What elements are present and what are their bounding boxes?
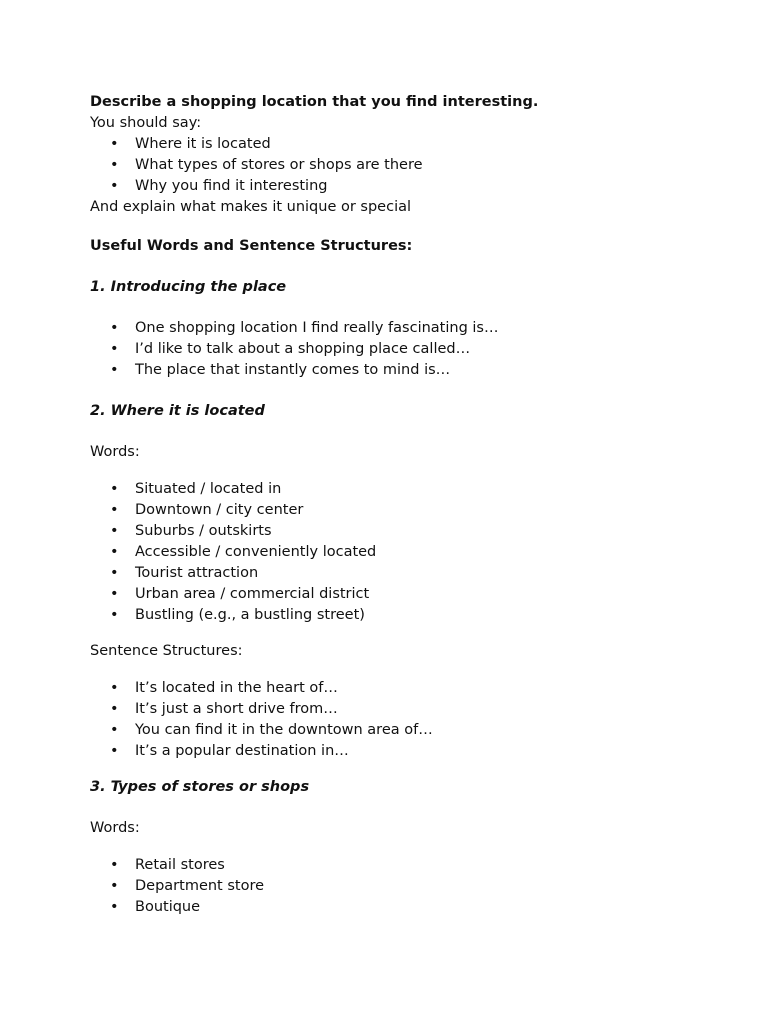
section-heading-store-types: 3. Types of stores or shops: [90, 779, 310, 795]
list-item: • One shopping location I find really fascinating is…: [90, 318, 730, 339]
words-label: Words:: [90, 444, 140, 460]
prompt-intro: You should say:: [90, 115, 202, 131]
bullet-icon: •: [110, 607, 119, 623]
bullet-icon: •: [110, 722, 119, 738]
document-page: [90, 92, 730, 918]
bullet-icon: •: [110, 899, 119, 915]
prompt-title: Describe a shopping location that you find interesting.: [90, 94, 539, 110]
list-item: • What types of stores or shops are there: [90, 155, 730, 176]
bullet-icon: •: [110, 878, 119, 894]
list-item: • Situated / located in: [90, 479, 730, 500]
list-item: • The place that instantly comes to mind is…: [90, 360, 730, 381]
structures-label: Sentence Structures:: [90, 643, 243, 659]
bullet-icon: •: [110, 362, 119, 378]
list-item: • Retail stores: [90, 855, 730, 876]
bullet-icon: •: [110, 502, 119, 518]
bullet-icon: •: [110, 680, 119, 696]
list-item: • Department store: [90, 876, 730, 897]
list-item: • Downtown / city center: [90, 500, 730, 521]
list-item: • Why you find it interesting: [90, 176, 730, 197]
bullet-icon: •: [110, 565, 119, 581]
bullet-icon: •: [110, 136, 119, 152]
prompt-points-list: [90, 134, 730, 197]
useful-heading: Useful Words and Sentence Structures:: [90, 238, 413, 254]
list-item: • It’s located in the heart of…: [90, 678, 730, 699]
list-item: • Accessible / conveniently located: [90, 542, 730, 563]
bullet-icon: •: [110, 157, 119, 173]
list-item: • Suburbs / outskirts: [90, 521, 730, 542]
list-item: • Where it is located: [90, 134, 730, 155]
location-structures-list: [90, 678, 730, 762]
location-words-list: [90, 479, 730, 626]
list-item: • Tourist attraction: [90, 563, 730, 584]
bullet-icon: •: [110, 178, 119, 194]
bullet-icon: •: [110, 857, 119, 873]
section-heading-introducing: 1. Introducing the place: [90, 279, 287, 295]
bullet-icon: •: [110, 523, 119, 539]
introducing-sentences-list: [90, 318, 730, 381]
prompt-closing: And explain what makes it unique or special: [90, 199, 412, 215]
section-heading-location: 2. Where it is located: [90, 403, 265, 419]
words-label: Words:: [90, 820, 140, 836]
bullet-icon: •: [110, 544, 119, 560]
bullet-icon: •: [110, 701, 119, 717]
store-words-list: [90, 855, 730, 918]
bullet-icon: •: [110, 320, 119, 336]
list-item: • Urban area / commercial district: [90, 584, 730, 605]
bullet-icon: •: [110, 341, 119, 357]
bullet-icon: •: [110, 586, 119, 602]
bullet-icon: •: [110, 481, 119, 497]
list-item: • It’s just a short drive from…: [90, 699, 730, 720]
list-item: • Bustling (e.g., a bustling street): [90, 605, 730, 626]
bullet-icon: •: [110, 743, 119, 759]
list-item: • Boutique: [90, 897, 730, 918]
list-item: • It’s a popular destination in…: [90, 741, 730, 762]
list-item: • I’d like to talk about a shopping place called…: [90, 339, 730, 360]
list-item: • You can find it in the downtown area of…: [90, 720, 730, 741]
